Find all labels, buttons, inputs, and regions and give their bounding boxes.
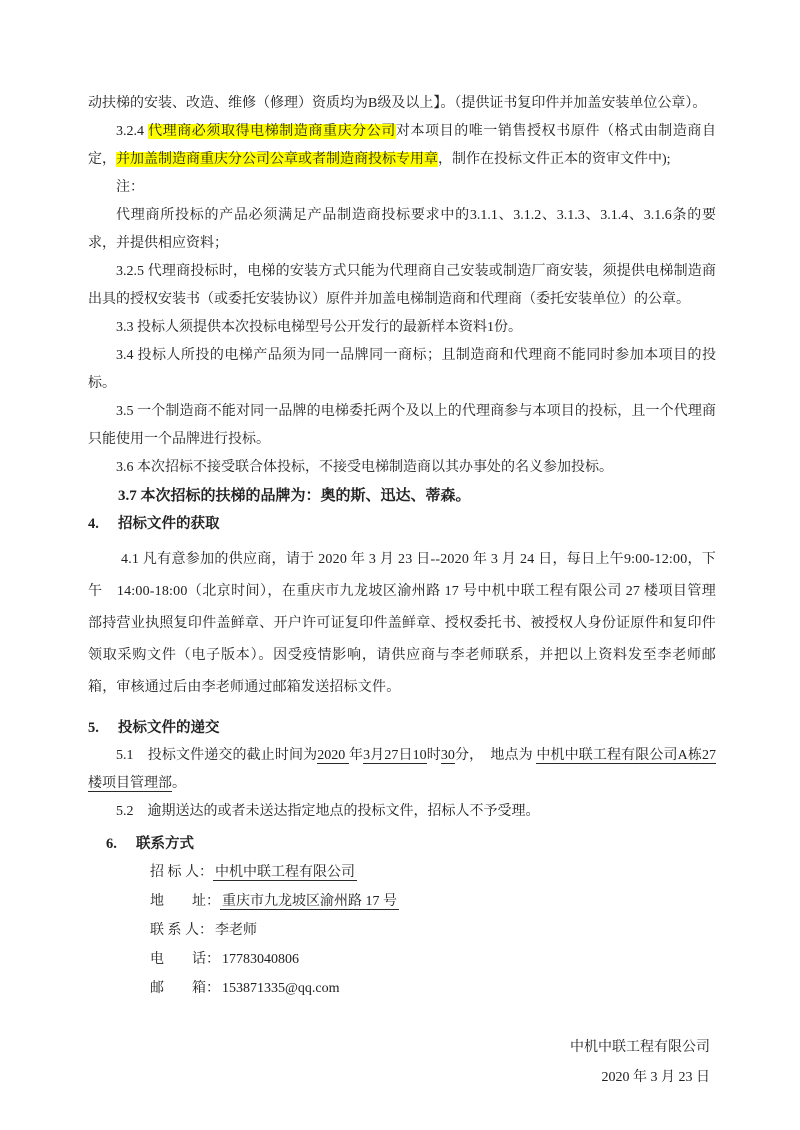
document-content bbox=[88, 90, 716, 1093]
paragraph-5-1 bbox=[88, 742, 716, 798]
paragraph-3-2-4 bbox=[88, 118, 716, 174]
contact-label: 招 标 人： bbox=[150, 865, 213, 880]
clause-text: 。 bbox=[172, 776, 186, 791]
clause-number: 3.2.4 bbox=[116, 124, 149, 139]
paragraph-3-7: 3.7 本次招标的扶梯的品牌为：奥的斯、迅达、蒂森。 bbox=[118, 488, 471, 504]
contact-label: 电 话： bbox=[150, 952, 220, 967]
signature-company: 中机中联工程有限公司 bbox=[570, 1040, 710, 1055]
section-number: 4. bbox=[88, 516, 99, 532]
clause-text: 时 bbox=[426, 748, 441, 763]
contact-value: 17783040806 bbox=[222, 952, 299, 967]
section-heading-4 bbox=[88, 510, 716, 538]
contact-label: 地 址： bbox=[150, 894, 220, 909]
contact-row-address bbox=[88, 887, 716, 916]
paragraph-prev-tail: 动扶梯的安装、改造、维修（修理）资质均为B级及以上】。（提供证书复印件并加盖安装单位公章）。 bbox=[88, 96, 707, 111]
contact-row-person bbox=[88, 916, 716, 945]
underlined-blank-place: 中机中联工程有限公司A栋27楼项目管理部 bbox=[88, 748, 717, 791]
section-number: 5. bbox=[88, 720, 99, 736]
underlined-blank-year: 2020 bbox=[317, 748, 349, 763]
contact-label: 联 系 人： bbox=[150, 923, 213, 938]
clause-text: 对本项目的唯一销售授权书原件（格式由制造商自定， bbox=[88, 124, 717, 167]
section-number: 6. bbox=[106, 836, 117, 852]
highlighted-text: 代理商必须取得电梯制造商重庆分公司 bbox=[148, 124, 396, 139]
signature-date: 2020 年 3 月 23 日 bbox=[601, 1070, 710, 1085]
note-body: 代理商所投标的产品必须满足产品制造商投标要求中的3.1.1、3.1.2、3.1.3、3.1.4、3.1.6条的要求，并提供相应资料； bbox=[88, 208, 716, 251]
paragraph-5-2: 5.2 逾期送达的或者未送达指定地点的投标文件，招标人不予受理。 bbox=[116, 804, 540, 819]
contact-value: 李老师 bbox=[215, 923, 257, 938]
section-title: 联系方式 bbox=[136, 836, 194, 852]
contact-value: 重庆市九龙坡区渝州路 17 号 bbox=[222, 894, 397, 909]
section-heading-5 bbox=[88, 714, 716, 742]
section-heading-6 bbox=[88, 830, 716, 858]
paragraph-4-1: 4.1 凡有意参加的供应商，请于 2020 年 3 月 23 日--2020 年 3 月 24 日，每日上午9:00-12:00，下午 14:00-18:00（北京时间），在重庆市九龙坡区渝州路 17 号中机中联工程有限公司 27 楼项目管理部持营业执照复印件盖鲜章、开户许可证复印件盖鲜章、授权委托书、被授权人身份证原件和复印件领取采购文件（电子版本）。因受疫情影响，请供应商与李老师联系，并把以上资料发至李老师邮箱，审核通过后由李老师通过邮箱发送招标文件。 bbox=[88, 552, 716, 695]
contact-row-phone bbox=[88, 945, 716, 974]
paragraph-3-2-5: 3.2.5 代理商投标时，电梯的安装方式只能为代理商自己安装或制造厂商安装，须提供电梯制造商出具的授权安装书（或委托安装协议）原件并加盖电梯制造商和代理商（委托安装单位）的公章。 bbox=[88, 264, 716, 307]
section-title: 投标文件的递交 bbox=[118, 720, 220, 736]
underlined-blank-minute: 30 bbox=[440, 748, 455, 763]
note-label: 注： bbox=[116, 180, 144, 195]
clause-text: 分， 地点为 bbox=[454, 748, 537, 763]
clause-text: 年 bbox=[348, 748, 364, 763]
paragraph-3-6: 3.6 本次招标不接受联合体投标，不接受电梯制造商以其办事处的名义参加投标。 bbox=[116, 460, 613, 475]
paragraph-3-5: 3.5 一个制造商不能对同一品牌的电梯委托两个及以上的代理商参与本项目的投标，且一个代理商只能使用一个品牌进行投标。 bbox=[88, 404, 716, 447]
underlined-blank-month-day: 3月27日 bbox=[363, 748, 413, 763]
contact-label: 邮 箱： bbox=[150, 981, 220, 996]
clause-text: ，制作在投标文件正本的资审文件中); bbox=[438, 152, 671, 167]
contact-value: 153871335@qq.com bbox=[222, 981, 340, 996]
contact-value: 中机中联工程有限公司 bbox=[215, 865, 355, 880]
clause-text: 5.1 投标文件递交的截止时间为 bbox=[116, 748, 318, 763]
signature-block bbox=[88, 1033, 716, 1093]
paragraph-3-3: 3.3 投标人须提供本次投标电梯型号公开发行的最新样本资料1份。 bbox=[116, 320, 522, 335]
section-title: 招标文件的获取 bbox=[118, 516, 220, 532]
contact-row-bidder bbox=[88, 858, 716, 887]
highlighted-text: 并加盖制造商重庆分公司公章或者制造商投标专用章 bbox=[116, 152, 438, 167]
contact-row-email bbox=[88, 974, 716, 1003]
paragraph-3-4: 3.4 投标人所投的电梯产品须为同一品牌同一商标；且制造商和代理商不能同时参加本项目的投标。 bbox=[88, 348, 716, 391]
underlined-blank-hour: 10 bbox=[412, 748, 427, 763]
